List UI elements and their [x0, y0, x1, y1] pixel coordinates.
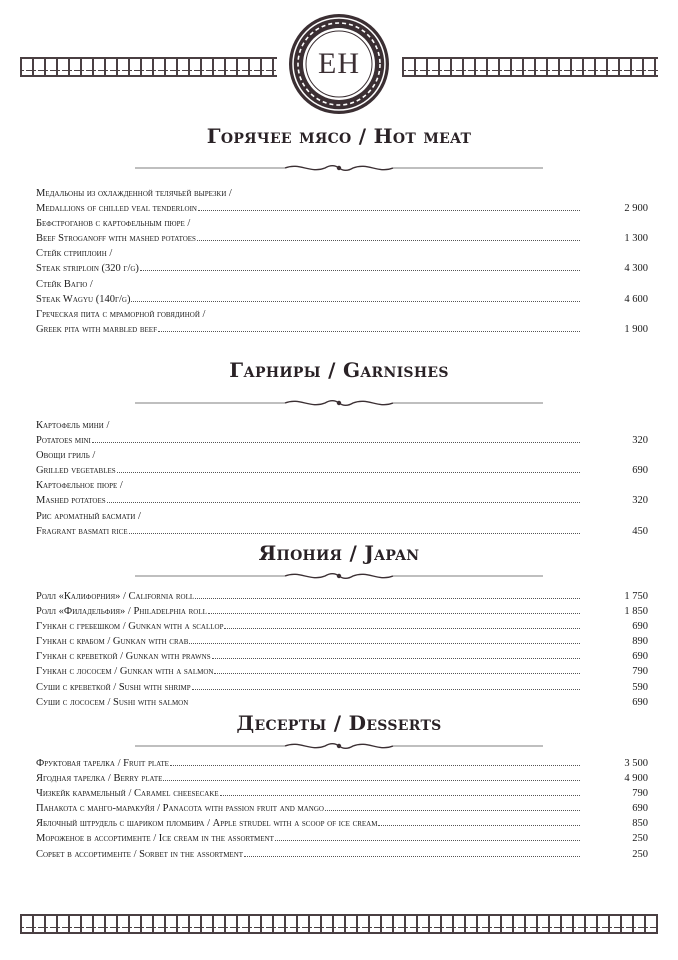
- section-title-japan: Япония / Japan: [258, 541, 420, 565]
- item-name: Гункан с крабом / Gunkan with crab: [36, 636, 189, 648]
- menu-item: [36, 619, 648, 634]
- ornament-divider-icon: [135, 160, 543, 176]
- menu-item: [36, 831, 648, 846]
- menu-item: [36, 756, 648, 771]
- item-price: 2 900: [624, 203, 648, 215]
- greek-key-band-top-right: [402, 57, 658, 77]
- item-name: Гункан с гребешком / Gunkan with a scallop: [36, 621, 224, 633]
- item-name: Суши с лососем / Sushi with salmon: [36, 696, 189, 708]
- item-price: 690: [632, 696, 648, 708]
- item-name: Ролл «Калифорния» / California roll: [36, 591, 195, 602]
- item-name: Панакота с манго-маракуйя / Panacota with passion fruit and mango: [36, 803, 324, 815]
- item-price: 1 850: [624, 606, 648, 618]
- section-title-garnishes: Гарниры / Garnishes: [229, 358, 449, 382]
- item-price: 690: [632, 465, 648, 477]
- item-name: Фруктовая тарелка / Fruit plate: [36, 758, 169, 769]
- item-name-en: Mashed potatoes: [36, 495, 106, 507]
- item-name-ru: Стейк стриплоин /: [36, 248, 113, 260]
- item-name-en: Steak Wagyu (140г/g): [36, 293, 131, 305]
- item-price: 850: [632, 818, 648, 830]
- item-name-en: Fragrant basmati rice: [36, 525, 128, 537]
- menu-item: [36, 448, 648, 478]
- item-price: 250: [632, 833, 648, 845]
- menu-item: [36, 664, 648, 679]
- menu-item: [36, 589, 648, 604]
- item-name-ru: Рис ароматный басмати /: [36, 510, 141, 522]
- menu-item: [36, 509, 648, 539]
- menu-item: [36, 786, 648, 801]
- item-price: 4 300: [624, 263, 648, 275]
- item-name-ru: Стейк Вагю /: [36, 278, 93, 290]
- item-name-ru: Картофельное пюре /: [36, 480, 123, 492]
- item-name-ru: Овощи гриль /: [36, 450, 96, 462]
- menu-item: [36, 680, 648, 695]
- menu-list-desserts: [36, 756, 648, 862]
- greek-key-band-bottom: [20, 914, 658, 934]
- item-price: 690: [632, 651, 648, 663]
- restaurant-logo: [287, 12, 391, 116]
- menu-list-japan: [36, 589, 648, 710]
- section-title-desserts: Десерты / Desserts: [236, 711, 442, 735]
- item-price: 1 900: [624, 323, 648, 335]
- item-name: Ягодная тарелка / Berry plate: [36, 773, 163, 785]
- item-name-ru: Медальоны из охлажденной телячьей вырезки /: [36, 188, 232, 199]
- item-name: Гункан с креветкой / Gunkan with prawns: [36, 651, 211, 663]
- ornament-divider-icon: [135, 738, 543, 754]
- menu-item: [36, 771, 648, 786]
- menu-item: [36, 847, 648, 862]
- item-price: 690: [632, 803, 648, 815]
- item-price: 1 300: [624, 233, 648, 245]
- menu-item: [36, 649, 648, 664]
- item-price: 690: [632, 621, 648, 633]
- menu-item: [36, 216, 648, 246]
- item-price: 890: [632, 636, 648, 648]
- logo-monogram: EH: [318, 47, 360, 80]
- menu-item: [36, 801, 648, 816]
- item-name-en: Potatoes mini: [36, 435, 91, 447]
- item-price: 1 750: [624, 591, 648, 602]
- menu-item: [36, 478, 648, 508]
- menu-item: [36, 307, 648, 337]
- menu-item: [36, 634, 648, 649]
- item-name: Суши с креветкой / Sushi with shrimp: [36, 681, 191, 693]
- menu-item: [36, 604, 648, 619]
- item-name: Сорбет в ассортименте / Sorbet in the assortment: [36, 848, 244, 860]
- item-name-en: Medallions of chilled veal tenderloin: [36, 203, 197, 215]
- menu-list-hot-meat: [36, 186, 648, 337]
- item-price: 4 600: [624, 293, 648, 305]
- item-price: 790: [632, 666, 648, 678]
- item-name: Гункан с лососем / Gunkan with a salmon: [36, 666, 214, 678]
- item-price: 790: [632, 788, 648, 800]
- menu-item: [36, 246, 648, 276]
- item-name: Яблочный штрудель с шариком пломбира / Apple strudel with a scoop of ice cream: [36, 818, 378, 830]
- item-price: 3 500: [624, 758, 648, 769]
- item-name-en: Steak striploin (320 г/g): [36, 263, 139, 275]
- item-name-en: Grilled vegetables: [36, 465, 116, 477]
- item-price: 320: [632, 435, 648, 447]
- item-price: 320: [632, 495, 648, 507]
- item-name: Мороженое в ассортименте / Ice cream in the assortment: [36, 833, 274, 845]
- menu-item: [36, 277, 648, 307]
- item-name: Ролл «Филадельфия» / Philadelphia roll: [36, 606, 207, 618]
- item-price: 4 900: [624, 773, 648, 785]
- item-price: 450: [632, 525, 648, 537]
- section-title-hot-meat: Горячее мясо / Hot meat: [206, 124, 472, 148]
- menu-item: [36, 418, 648, 448]
- item-name-en: Greek pita with marbled beef: [36, 323, 157, 335]
- menu-list-garnishes: [36, 418, 648, 539]
- item-name-ru: Картофель мини /: [36, 420, 110, 431]
- item-price: 590: [632, 681, 648, 693]
- item-price: 250: [632, 848, 648, 860]
- item-name: Чизкейк карамельный / Caramel cheesecake: [36, 788, 219, 800]
- menu-item: [36, 695, 648, 710]
- menu-item: [36, 816, 648, 831]
- item-name-en: Beef Stroganoff with mashed potatoes: [36, 233, 196, 245]
- menu-item: [36, 186, 648, 216]
- item-name-ru: Бефстроганов с картофельным пюре /: [36, 218, 191, 230]
- ornament-divider-icon: [135, 395, 543, 411]
- item-name-ru: Греческая пита с мраморной говядиной /: [36, 308, 206, 320]
- ornament-divider-icon: [135, 568, 543, 584]
- greek-key-band-top-left: [20, 57, 277, 77]
